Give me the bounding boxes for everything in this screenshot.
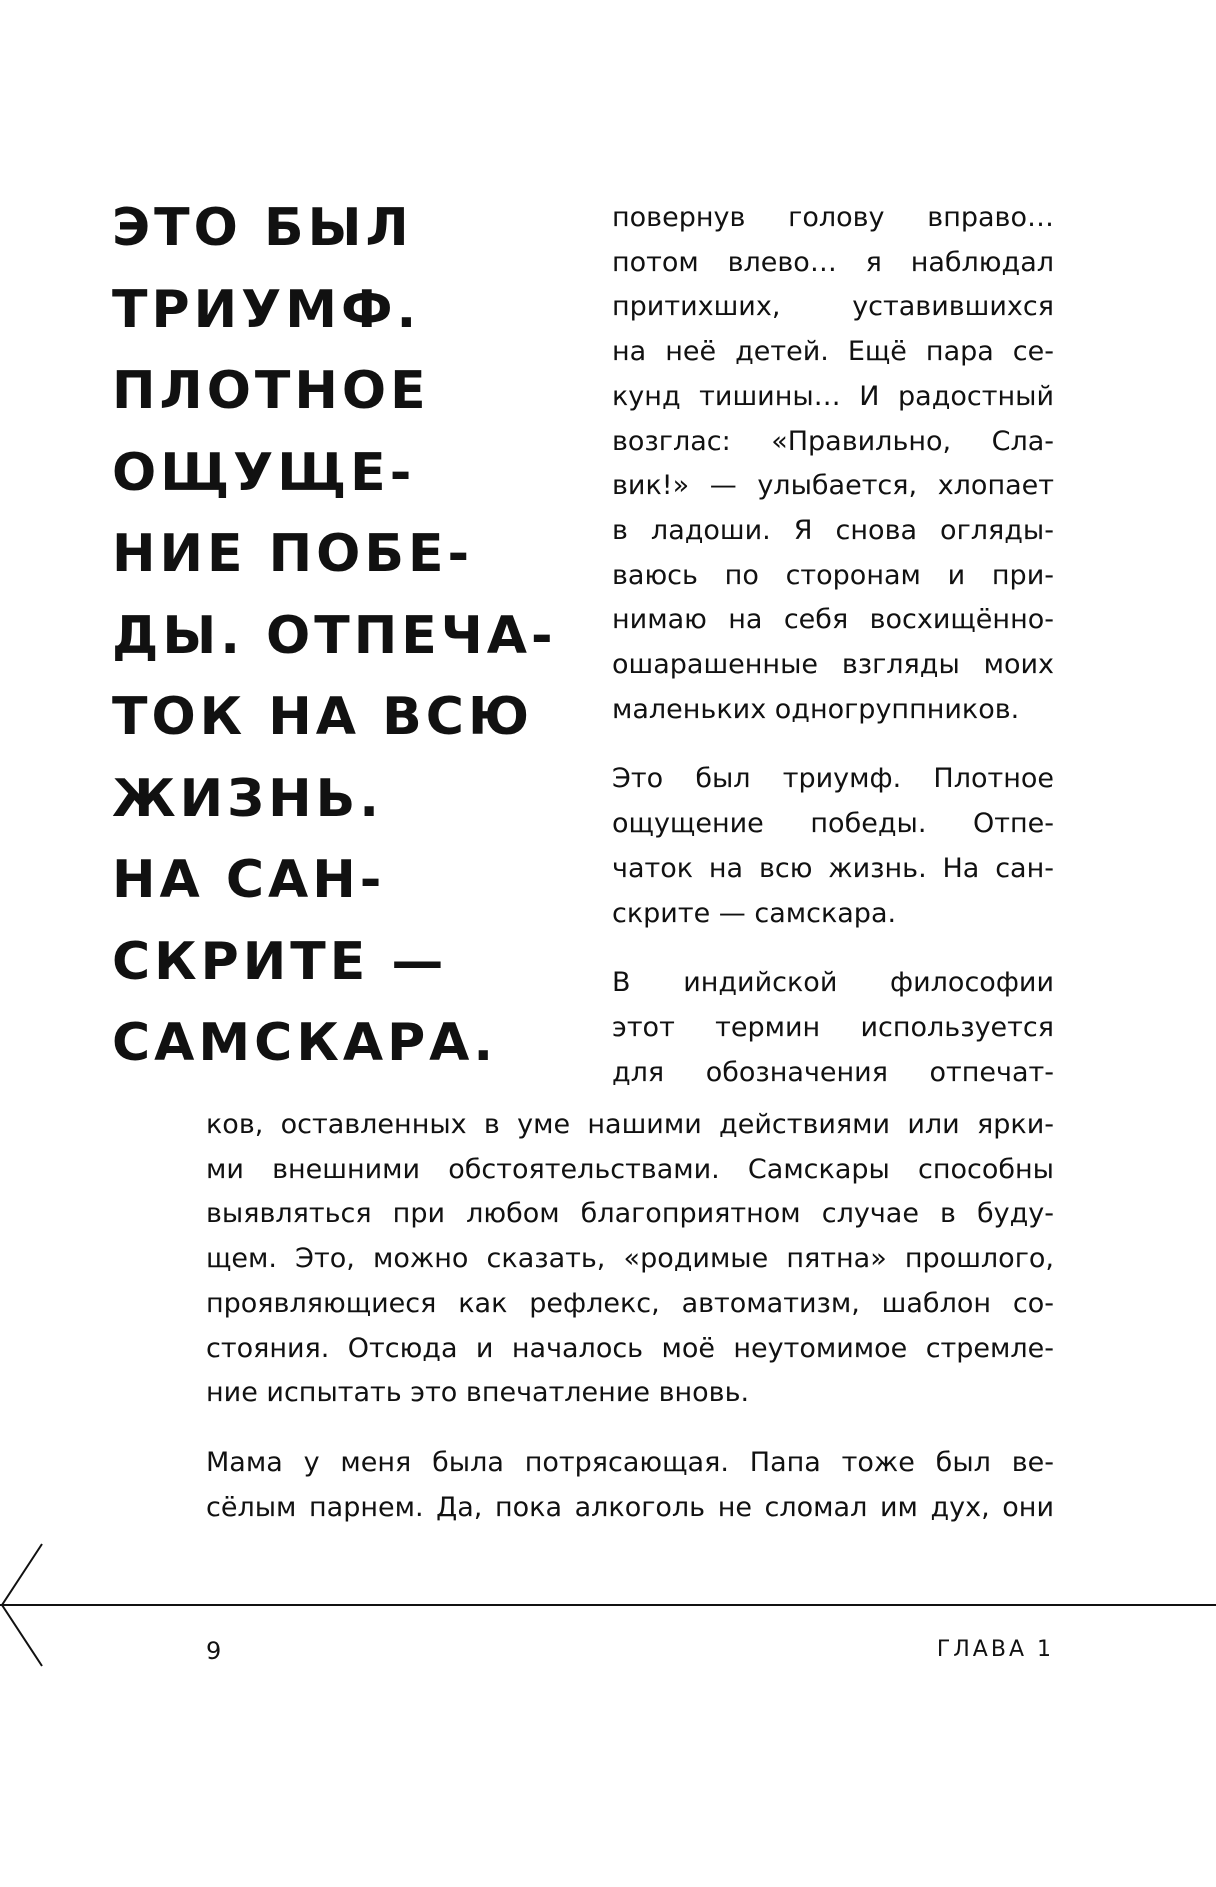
pull-quote-line: НИЕ ПОБЕ- [112,524,474,584]
pull-quote-line: САМСКАРА. [112,1013,498,1073]
text-line: потом влево… я наблюдал [612,246,1054,278]
text-line: возглас: «Правильно, Сла- [612,425,1054,457]
text-line: повернув голову вправо… [612,202,1054,233]
wide-column [206,1103,1054,1555]
text-line: ков, оставленных в уме нашими действиями или ярки- [206,1109,1054,1140]
text-line: ошарашенные взгляды моих [612,649,1054,681]
paragraph-2 [612,757,1054,936]
text-line: маленьких одногруппников. [612,693,1020,725]
pull-quote-line: ДЫ. ОТПЕЧА- [112,605,557,666]
paragraph-4 [206,1441,1054,1530]
text-line: в ладоши. Я снова огляды- [612,514,1054,546]
text-line: на неё детей. Ещё пара се- [612,336,1054,368]
paragraph-3-start [612,961,1054,1095]
text-line: этот термин используется [612,1011,1054,1043]
text-line: кунд тишины… И радостный [612,380,1054,412]
pull-quote [112,188,582,1085]
text-line: щем. Это, можно сказать, «родимые пятна» прошлого, [206,1243,1054,1275]
text-line: В индийской философии [612,967,1054,999]
text-line: стояния. Отсюда и началось моё неутомимое стремле- [206,1332,1054,1364]
text-line: скрите — самскара. [612,897,897,929]
pull-quote-line: ЖИЗНЬ. [112,768,384,829]
text-line: нимаю на себя восхищённо- [612,604,1054,636]
pull-quote-line: ПЛОТНОЕ [112,361,430,421]
pull-quote-line: ТРИУМФ. [112,279,421,340]
pull-quote-line: НА САН- [112,850,386,910]
pull-quote-line: ЭТО БЫЛ [112,198,413,258]
text-line: Это был триумф. Плотное [612,763,1054,795]
pull-quote-line: ОЩУЩЕ- [112,442,416,503]
text-line: вик!» — улыбается, хлопает [612,470,1054,502]
paragraph-3-continued [206,1103,1054,1416]
pull-quote-line: СКРИТЕ — [112,931,448,992]
right-column [612,196,1054,1120]
text-line: ние испытать это впечатление вновь. [206,1377,750,1409]
chapter-label: ГЛАВА 1 [936,1637,1054,1662]
text-line: сёлым парнем. Да, пока алкоголь не сломал им дух, они [206,1491,1054,1523]
text-line: ваюсь по сторонам и при- [612,559,1054,591]
text-line: чаток на всю жизнь. На сан- [612,852,1054,884]
text-line: проявляющиеся как рефлекс, автоматизм, шаблон со- [206,1287,1054,1319]
text-line: для обозначения отпечат- [612,1056,1054,1088]
page-number: 9 [206,1637,224,1665]
text-line: ощущение победы. Отпе- [612,808,1054,840]
text-line: ми внешними обстоятельствами. Самскары способны [206,1153,1054,1185]
pull-quote-line: ТОК НА ВСЮ [112,687,533,747]
text-line: притихших, уставившихся [612,291,1054,323]
paragraph-1 [612,196,1054,732]
text-line: выявляться при любом благоприятном случае в буду- [206,1198,1054,1230]
text-line: Мама у меня была потрясающая. Папа тоже был ве- [206,1446,1054,1478]
